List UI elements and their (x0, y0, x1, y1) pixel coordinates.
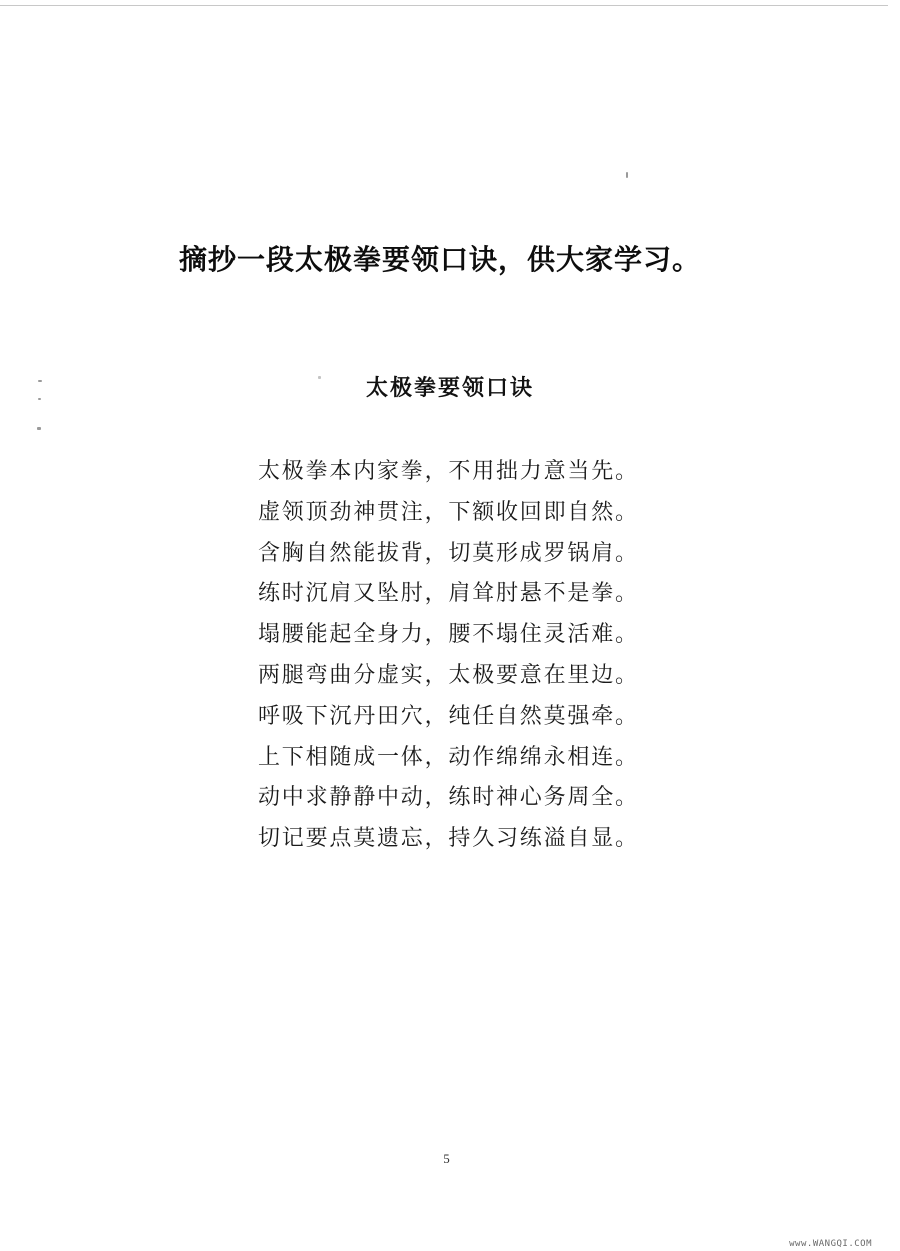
scan-speck (37, 427, 41, 430)
poem-line: 两腿弯曲分虚实，太极要意在里边。 (258, 662, 639, 688)
poem-line: 动中求静静中动，练时神心务周全。 (258, 785, 639, 811)
poem-line: 练时沉肩又坠肘，肩耸肘悬不是拳。 (258, 581, 639, 607)
scan-speck (626, 172, 628, 178)
poem-title: 太极拳要领口诀 (365, 375, 534, 401)
document-heading: 摘抄一段太极拳要领口诀，供大家学习。 (178, 243, 701, 276)
poem-line: 含胸自然能拔背，切莫形成罗锅肩。 (258, 540, 639, 566)
site-watermark: www.WANGQI.COM (789, 1239, 872, 1249)
page-number: 5 (443, 1151, 450, 1166)
poem-line: 太极拳本内家拳，不用拙力意当先。 (258, 459, 639, 484)
poem-line: 上下相随成一体，动作绵绵永相连。 (258, 744, 639, 770)
poem-line: 塌腰能起全身力，腰不塌住灵活难。 (258, 622, 639, 648)
poem-body (258, 452, 658, 860)
poem-line: 切记要点莫遗忘，持久习练溢自显。 (258, 826, 639, 852)
poem-line: 虚领顶劲神贯注，下额收回即自然。 (258, 499, 639, 525)
poem-line: 呼吸下沉丹田穴，纯任自然莫强牵。 (258, 703, 639, 729)
page-top-edge (0, 5, 888, 6)
